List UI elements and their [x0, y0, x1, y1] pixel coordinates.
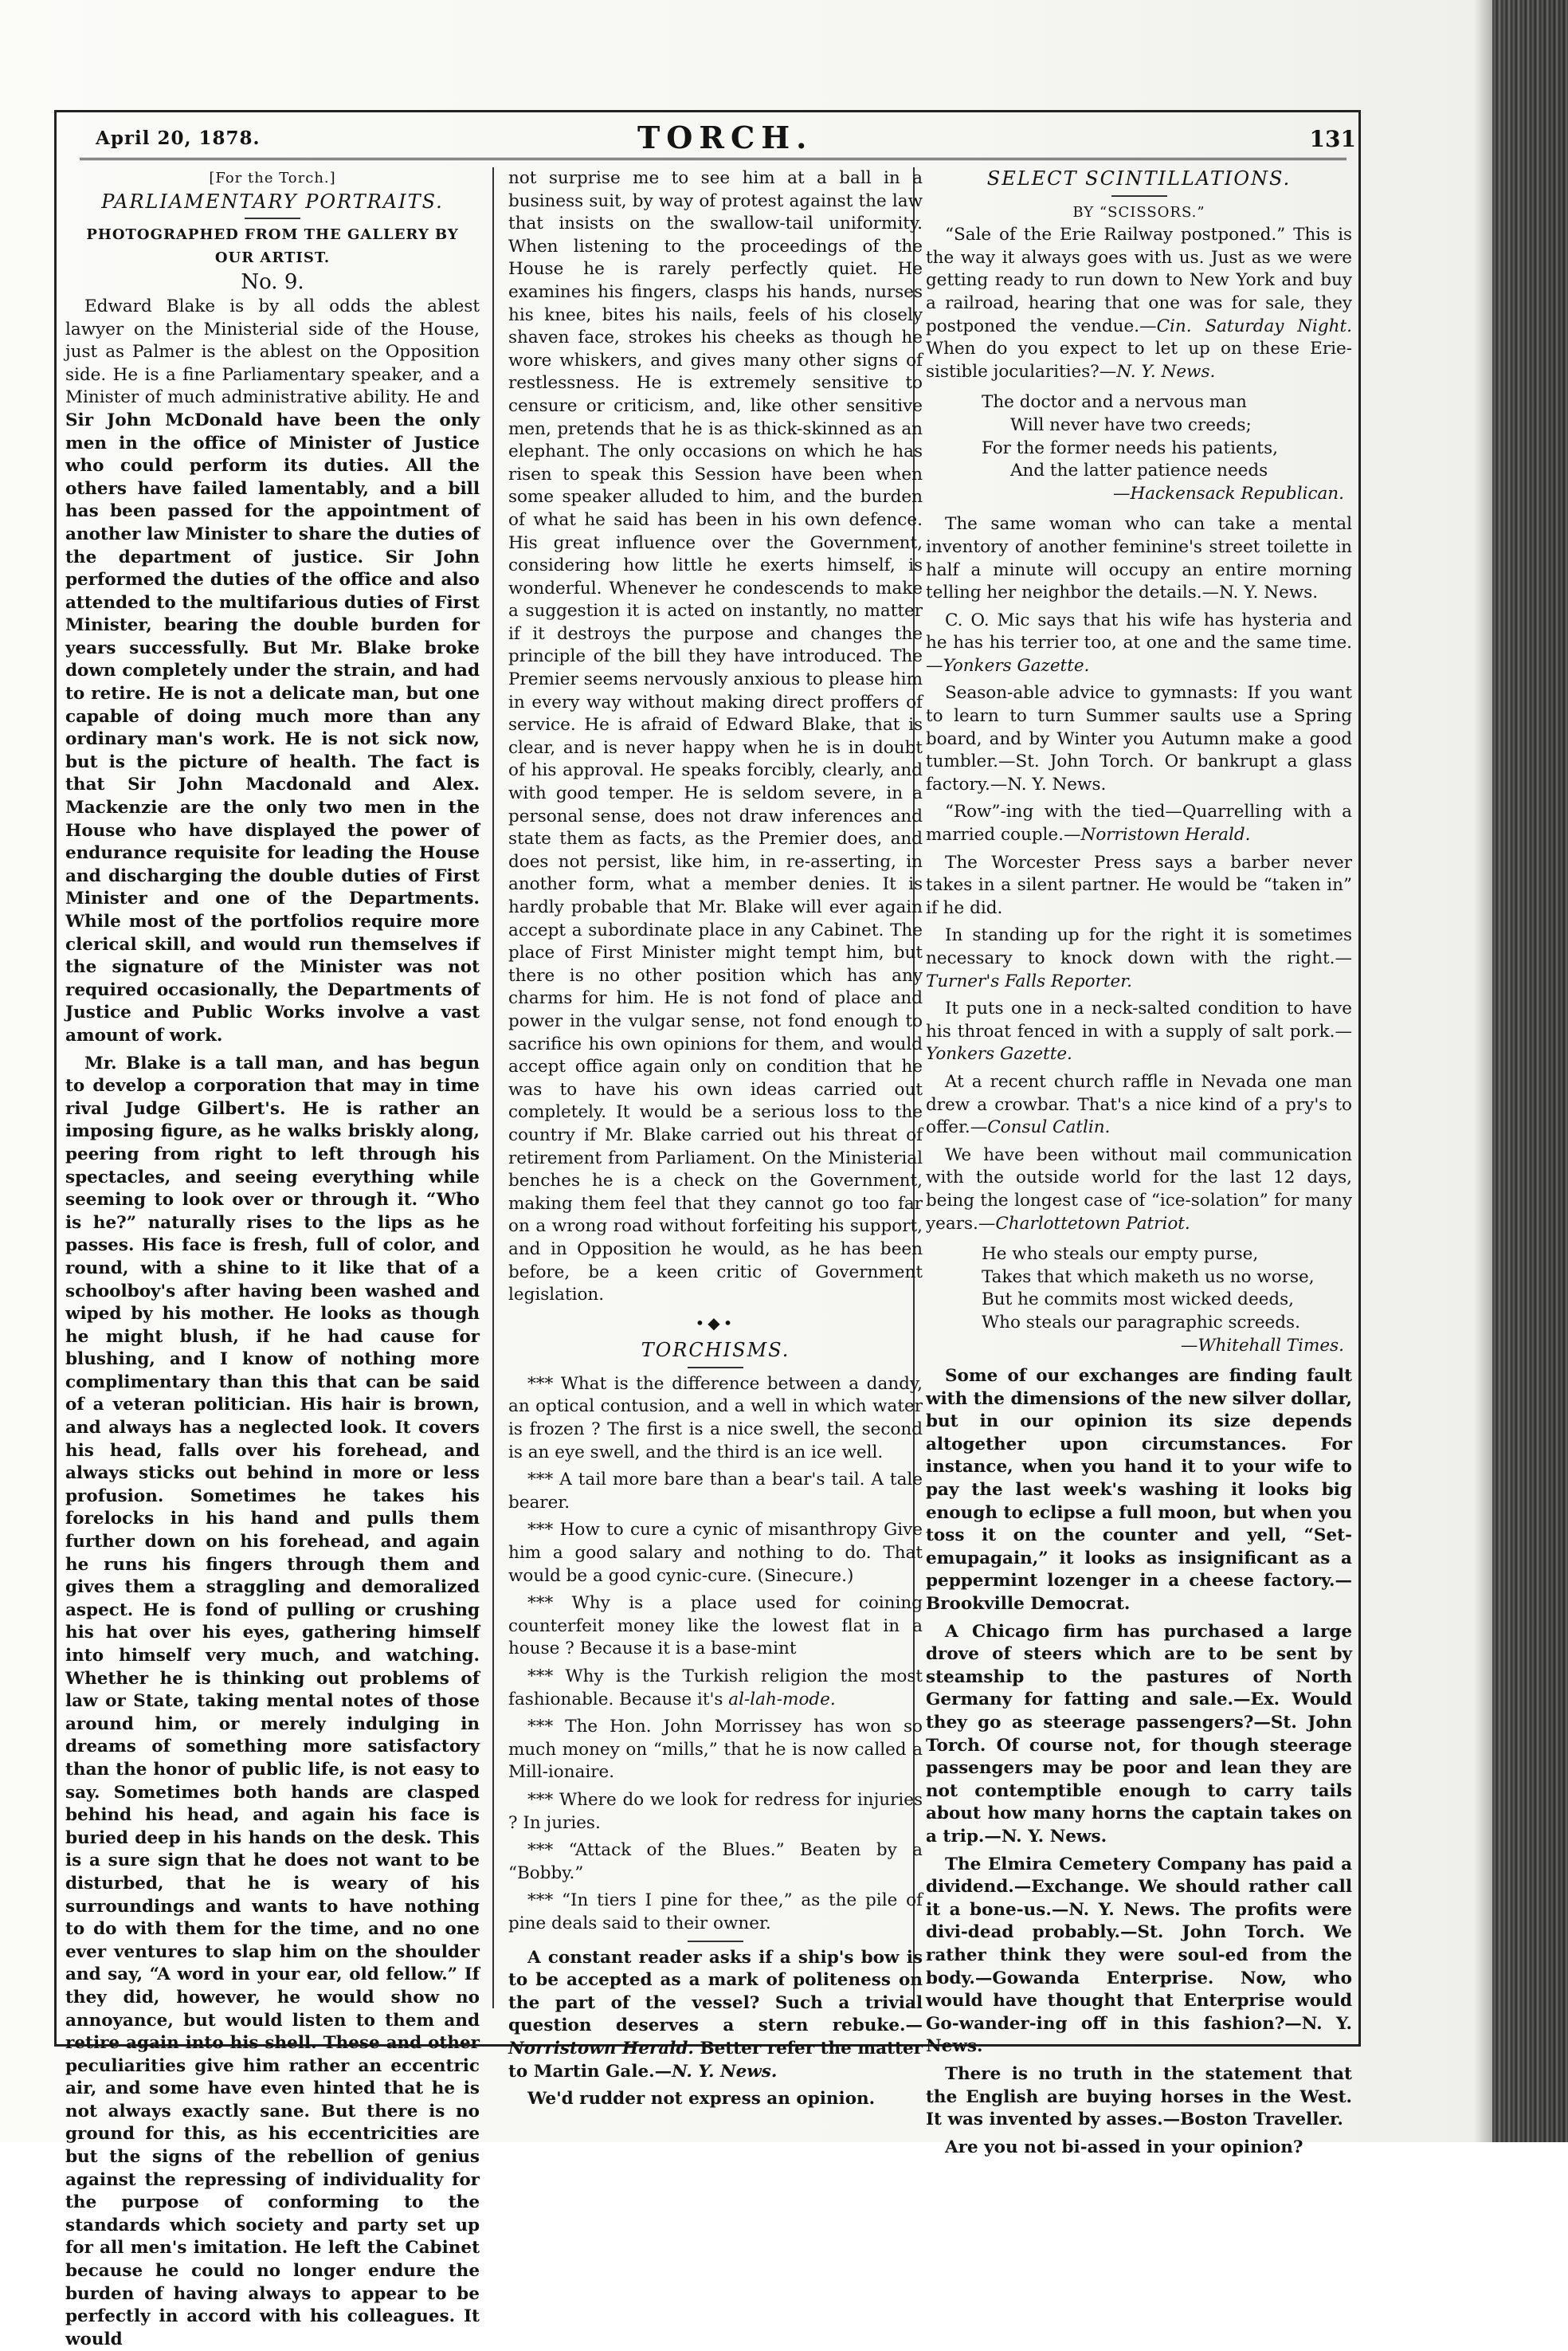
verse	[982, 1243, 1352, 1357]
joke-item: *** “In tiers I pine for thee,” as the pile of pine deals said to their owner.	[508, 1890, 923, 1933]
reader-reply: We'd rudder not express an opinion.	[527, 2089, 876, 2110]
masthead-rule	[80, 158, 1347, 160]
column-left	[65, 167, 480, 2349]
clipping: A Chicago firm has purchased a large drove of steers which are to be sent by steamship to the pastures of North Germany for fatting and sale.—Ex. Would they go as steerage passengers?—St. John Torch. Of course not, for though steerage passengers may be poor and lean they are not contemptible enough to carry tails about how many horns the captain takes on a trip.—N. Y. News.	[926, 1621, 1352, 1847]
clipping: Are you not bi-assed in your opinion?	[945, 2137, 1303, 2157]
clipping: Some of our exchanges are finding fault with the dimensions of the new silver dollar, but in our opinion its size depends altogether upon circumstances. For instance, when you hand it to your wife to pay the last week's washing it looks big enough to eclipse a full moon, but when you toss it on the counter and yell, “Set-emupagain,” it looks as insignificant as a peppermint lozenger in a cheese factory.—Brookville Democrat.	[926, 1366, 1352, 1615]
source-credit: Turner's Falls Reporter.	[926, 971, 1132, 991]
article-paragraph: Mr. Blake is a tall man, and has begun to develop a corporation that may in time rival Judge Gilbert's. He is rather an imposing figure, as he walks briskly along, peering from right to left through his spectacles, and seeing everything while seeming to look over or through it. “Who is he?” naturally rises to the lips as he passes. His face is fresh, full of color, and round, with a shine to it like that of a schoolboy's after having been washed and wiped by his mother. He looks as though he might blush, if he had cause for blushing, and I know of nothing more complimentary than this that can be said of a veteran politician. His hair is brown, and always has a neglected look. It covers his head, falls over his forehead, and always sticks out behind in more or less profusion. Sometimes he takes his forelocks in his hand and pulls them further down on his forehead, and again he runs his fingers through them and gives them a straggling and demoralized aspect. He is fond of pulling or crushing his hat over his eyes, gathering himself into himself very much, and watching. Whether he is thinking out problems of law or State, taking mental notes of those around him, or merely indulging in dreams of something more satisfactory than the honor of public life, is not easy to say. Sometimes both hands are clasped behind his head, and again his face is buried deep in his hands on the desk. This is a sure sign that he does not want to be disturbed, that he is weary of his surroundings and wants to have nothing to do with them for the time, and no one ever ventures to slap him on the shoulder and say, “A word in your ear, old fellow.” If they did, however, he would show no annoyance, but would listen to them and retire again into his shell. These and other peculiarities give him rather an eccentric air, and some have even hinted that he is not always exactly sane. But there is no ground for this, as his eccentricities are but the signs of the rebellion of genius against the repressing of individuality for the purpose of conforming to the standards which society and party set up for all men's imitation. He left the Cabinet because he could no longer endure the burden of having always to appear to be perfectly in accord with his colleagues. It would	[65, 1053, 480, 2349]
verse-line: Who steals our paragraphic screeds.	[982, 1312, 1300, 1332]
joke-item	[508, 1666, 923, 1711]
joke-item: *** The Hon. John Morrissey has won so much money on “mills,” that he is now called a Mill-ionaire.	[508, 1717, 923, 1783]
article-continuation: not surprise me to see him at a ball in a business suit, by way of protest against the law that insists on the swallow-tail uniformity. When listening to the proceedings of the House he is rarely perfectly quiet. He examines his fingers, clasps his hands, nurses his knee, bites his nails, feels of his closely shaven face, strokes his cheeks as though he wore whiskers, and gives many other signs of restlessness. He is extremely sensitive to censure or criticism, and, like other sensitive men, pretends that he is as thick-skinned as an elephant. The only occasions on which he has risen to speak this Session have been when some speaker alluded to him, and the burden of what he said has been in his own defence. His great influence over the Government, considering how little he exerts himself, is wonderful. Whenever he condescends to make a suggestion it is acted on instantly, no matter if it destroys the purpose and changes the principle of the bill they have introduced. The Premier seems nervously anxious to please him in every way without making direct proffers of service. He is afraid of Edward Blake, that is clear, and is never happy when he is in doubt of his approval. He speaks forcibly, clearly, and with good temper. He is seldom severe, in a personal sense, does not draw inferences and state them as facts, as the Premier does, and does not persist, like him, in re-asserting, in another form, what a member denies. It is hardly probable that Mr. Blake will ever again accept a subordinate place in any Cabinet. The place of First Minister might tempt him, but there is no other position which has any charms for him. He is not fond of place and power in the vulgar sense, not fond enough to sacrifice his own opinions for them, and would accept office again only on condition that he was to have his own ideas carried out completely. It would be a serious loss to the country if Mr. Blake carried out his threat of retirement from Parliament. On the Ministerial benches he is a check on the Government, making them feel that they cannot go too far on a wrong road without forfeiting his support, and in Opposition he would, as he has been before, be a keen critic of Government legislation.	[508, 168, 923, 1305]
source-credit: Norristown Herald.	[508, 2038, 694, 2059]
torchisms-heading: TORCHISMS.	[641, 1339, 790, 1362]
article-number: No. 9.	[241, 270, 304, 295]
verse-line: Takes that which maketh us no worse,	[982, 1266, 1315, 1287]
clip-text: “Sale of the Erie Railway postponed.” This is the way it always goes with us. Just as we were getting ready to run down to New York and buy a railroad, hearing that one was for sale, they postponed the vendue.—	[926, 225, 1352, 336]
clipping: The Elmira Cemetery Company has paid a dividend.—Exchange. We should rather call it a bone-us.—N. Y. News. The profits were divi-dead probably.—St. John Torch. We rather think they were soul-ed from the body.—Gowanda Enterprise. Now, who would have thought that Enterprise would Go-wander-ing off in this fashion?—N. Y. News.	[926, 1854, 1352, 2057]
joke-item: *** A tail more bare than a bear's tail. A tale bearer.	[508, 1470, 923, 1513]
heading-rule	[1111, 195, 1167, 197]
clipping	[926, 610, 1352, 678]
verse	[982, 391, 1352, 505]
clipping	[926, 801, 1352, 846]
clip-text: “Row”-ing with the tied—Quarrelling with a married couple.—	[926, 802, 1352, 846]
reader-text: Better refer the matter to Martin Gale.—	[508, 2038, 923, 2082]
clip-text: In standing up for the right it is sometimes necessary to knock down with the right.—	[926, 925, 1352, 968]
clip-text: At a recent church raffle in Nevada one man drew a crowbar. That's a nice kind of a pry's to offer.—	[926, 1071, 1352, 1138]
article-paragraph	[65, 296, 480, 1048]
source-credit: Yonkers Gazette.	[926, 1044, 1072, 1065]
column-right	[926, 167, 1352, 2157]
clipping: There is no truth in the statement that the English are buying horses in the West. It was invented by asses.—Boston Traveller.	[926, 2063, 1352, 2130]
reader-text: A constant reader asks if a ship's bow is to be accepted as a mark of politeness on the part of the vessel? Such a trivial question deserves a stern rebuke.—	[508, 1947, 923, 2036]
column-middle	[508, 167, 923, 2110]
book-binding-edge	[1492, 0, 1568, 2142]
source-credit: Yonkers Gazette.	[943, 655, 1090, 676]
reader-question	[508, 1947, 923, 2084]
page-number: 131	[1309, 126, 1356, 152]
verse-line: For the former needs his patients,	[982, 438, 1278, 458]
for-torch-note: [For the Torch.]	[209, 170, 336, 186]
byline: BY “SCISSORS.”	[1072, 203, 1205, 221]
verse-line: Will never have two creeds;	[1010, 414, 1252, 435]
verse-line: The doctor and a nervous man	[982, 392, 1247, 413]
section-ornament: •◆•	[695, 1313, 736, 1332]
source-credit: N. Y. News.	[672, 2061, 778, 2082]
clipping: The same woman who can take a mental inventory of another feminine's street toilette in half a minute will occupy an entire morning telling her neighbor the details.—N. Y. News.	[926, 514, 1352, 603]
clipping	[926, 224, 1352, 383]
heading-rule	[688, 1367, 743, 1368]
clipping	[926, 998, 1352, 1066]
clipping: Season-able advice to gymnasts: If you want to learn to turn Summer saults use a Spring board, and by Winter you Autumn make a good tumbler.—St. John Torch. Or bankrupt a glass factory.—N. Y. News.	[926, 683, 1352, 795]
clip-text: When do you expect to let up on these Erie-sistible jocularities?—	[926, 339, 1352, 382]
clip-text: We have been without mail communication with the outside world for the last 12 days, being the longest case of “ice-solation” for many years.—	[926, 1144, 1352, 1234]
verse-credit: —Whitehall Times.	[1180, 1335, 1344, 1356]
newspaper-title: TORCH.	[637, 120, 813, 155]
portraits-subheading: PHOTOGRAPHED FROM THE GALLERY BY OUR ARTIST.	[86, 226, 459, 266]
clipping: The Worcester Press says a barber never takes in a silent partner. He would be “taken in” if he did.	[926, 852, 1352, 918]
verse-line: But he commits most wicked deeds,	[982, 1289, 1295, 1310]
joke-pun: al-lah-mode.	[728, 1689, 836, 1709]
clipping	[926, 924, 1352, 993]
source-credit: N. Y. News.	[1116, 361, 1216, 382]
verse-line: He who steals our empty purse,	[982, 1244, 1259, 1265]
joke-item: *** “Attack of the Blues.” Beaten by a “Bobby.”	[508, 1840, 923, 1883]
clip-text: It puts one in a neck-salted condition to have his throat fenced in with a supply of salt pork.—	[926, 999, 1352, 1042]
select-scintillations-heading: SELECT SCINTILLATIONS.	[986, 167, 1292, 190]
paragraph-text: Edward Blake is by all odds the ablest lawyer on the Ministerial side of the House, just as Palmer is the ablest on the Opposition side. He is a fine Parliamentary speaker, and a Minister of much administrative ability. He and	[65, 296, 480, 408]
column-rule-1	[492, 167, 494, 2008]
parliamentary-portraits-heading: PARLIAMENTARY PORTRAITS.	[101, 190, 444, 213]
clipping	[926, 1144, 1352, 1235]
verse-line: And the latter patience needs	[1010, 461, 1268, 481]
heading-rule	[245, 218, 300, 219]
source-credit: Norristown Herald.	[1080, 825, 1251, 846]
joke-item: *** How to cure a cynic of misanthropy Give him a good salary and nothing to do. That would be a good cynic-cure. (Sinecure.)	[508, 1520, 923, 1586]
joke-item: *** Why is a place used for coining counterfeit money like the lowest flat in a house ? Because it is a base-mint	[508, 1593, 923, 1659]
joke-item: *** Where do we look for redress for injuries ? In juries.	[508, 1789, 923, 1833]
joke-item: *** What is the difference between a dandy, an optical contusion, and a well in which water is frozen ? The first is a nice swell, the second is an eye swell, and the third is an ice well.	[508, 1373, 923, 1462]
joke-text: *** Why is the Turkish religion the most fashionable. Because it's	[508, 1666, 923, 1709]
clipping	[926, 1071, 1352, 1140]
source-credit: Consul Catlin.	[987, 1117, 1111, 1138]
section-rule	[688, 1941, 743, 1942]
verse-credit: —Hackensack Republican.	[1112, 483, 1344, 504]
source-credit: Cin. Saturday Night.	[1156, 316, 1352, 336]
clip-text: C. O. Mic says that his wife has hysteria and he has his terrier too, at one and the same time.—	[926, 610, 1352, 676]
bold-passage: Sir John McDonald have been the only men in the office of Minister of Justice who could perform its duties. All the others have failed lamentably, and a bill has been passed for the appointment of another law Minister to share the duties of the department of justice. Sir John performed the duties of the office and also attended to the multifarious duties of First Minister, bearing the double burden for years successfully. But Mr. Blake broke down completely under the strain, and had to retire. He is not a delicate man, but one capable of doing much more than any ordinary man's work. He is not sick now, but is the picture of health. The fact is that Sir John Macdonald and Alex. Mackenzie are the only two men in the House who have displayed the power of endurance requisite for leading the House and discharging the double duties of First Minister and one of the Departments. While most of the portfolios require more clerical skill, and would run themselves if the signature of the Minister was not required occasionally, the Departments of Justice and Public Works involve a vast amount of work.	[65, 410, 480, 1046]
source-credit: Charlottetown Patriot.	[995, 1213, 1190, 1234]
issue-date: April 20, 1878.	[96, 128, 261, 149]
